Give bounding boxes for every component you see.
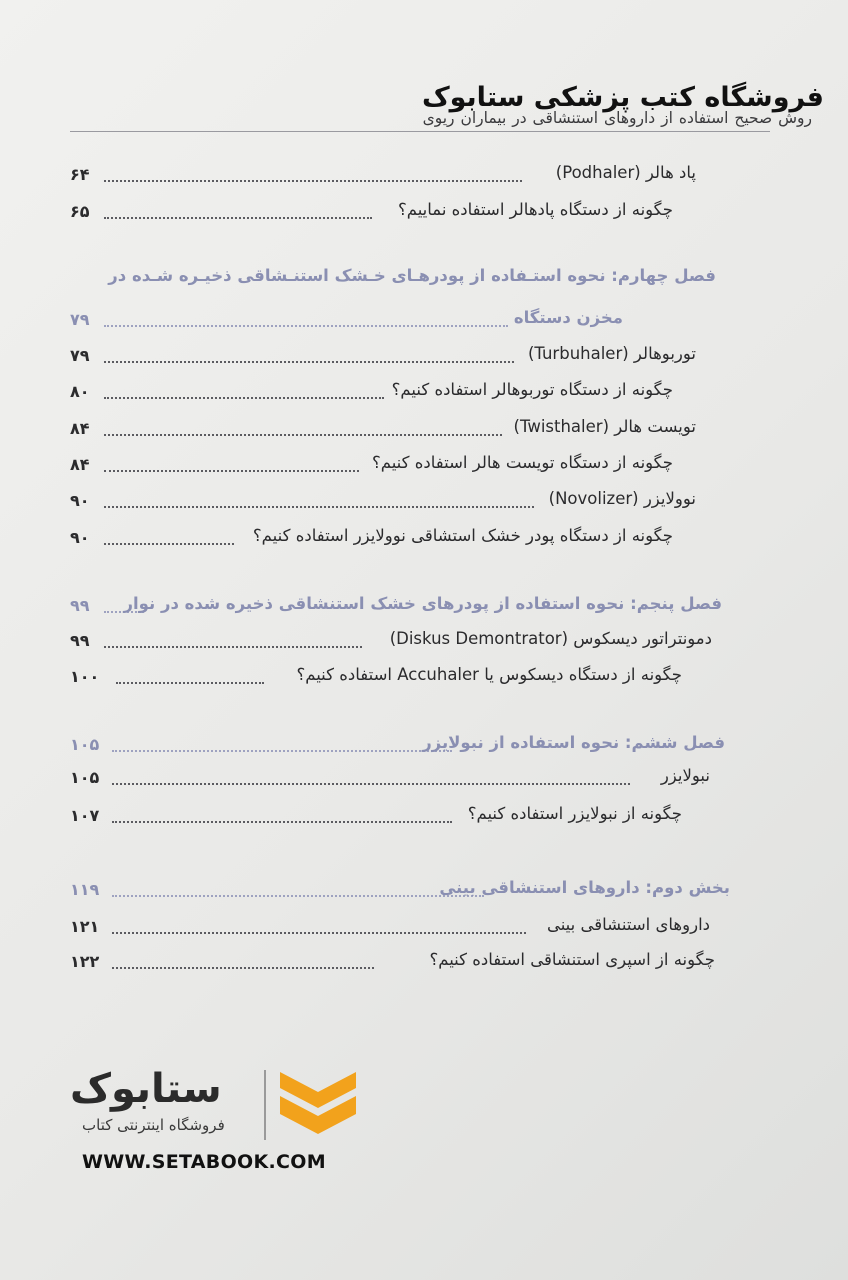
chapter-4-title: فصل چهارم: نحوه استـفاده از پودرهـای خـشک استنـشاقی ذخیـره شـده در — [108, 266, 716, 285]
toc-page-number: ۹۹ — [70, 596, 90, 615]
toc-entry-title: چگونه از دستگاه پودر خشک استشاقی نوولایزر استفاده کنیم؟ — [252, 526, 673, 545]
toc-entry-title: چگونه از نبولایزر استفاده کنیم؟ — [467, 804, 682, 823]
dot-leader — [104, 491, 534, 508]
toc-entry — [70, 806, 682, 836]
running-head: روش صحیح استفاده از داروهای استنشاقی در بیماران ریوی — [422, 109, 812, 127]
toc-page-number: ۱۰۷ — [70, 806, 100, 825]
part-2-entry — [70, 880, 730, 910]
toc-entry — [70, 768, 710, 798]
toc-entry-title: دمونتراتور دیسکوس (Diskus Demontrator) — [389, 629, 712, 648]
toc-page-number: ۱۲۲ — [70, 952, 100, 971]
book-chevron-icon — [276, 1068, 360, 1138]
toc-entry — [70, 382, 673, 412]
toc-page-number: ۱۰۰ — [70, 667, 100, 686]
setabook-logo — [70, 1062, 370, 1182]
toc-entry — [70, 346, 696, 376]
toc-page-number: ۶۴ — [70, 165, 90, 184]
toc-page-number: ۸۴ — [70, 455, 90, 474]
toc-page-number: ۱۲۱ — [70, 917, 100, 936]
toc-entry — [70, 631, 712, 661]
dot-leader — [116, 667, 264, 684]
dot-leader — [104, 202, 372, 219]
dot-leader — [104, 165, 522, 182]
dot-leader — [112, 952, 374, 969]
logo-subtitle: فروشگاه اینترنتی کتاب — [82, 1116, 225, 1134]
toc-entry-title: چگونه از دستگاه توربوهالر استفاده کنیم؟ — [391, 380, 673, 399]
toc-entry-title: داروهای استنشاقی بینی — [546, 915, 710, 934]
toc-entry-title: چگونه از دستگاه دیسکوس یا Accuhaler استفاده کنیم؟ — [296, 665, 682, 684]
dot-leader — [112, 735, 452, 752]
toc-page-number: ۷۹ — [70, 310, 90, 329]
toc-entry — [70, 419, 696, 449]
dot-leader — [112, 917, 526, 934]
toc-entry — [70, 667, 682, 697]
toc-page-number: ۶۵ — [70, 202, 90, 221]
toc-page-number: ۸۰ — [70, 382, 90, 401]
dot-leader — [112, 768, 630, 785]
chapter-6-entry — [70, 735, 725, 765]
toc-entry — [70, 528, 673, 558]
chapter-6-title: فصل ششم: نحوه استفاده از نبولایزر — [422, 733, 725, 752]
toc-entry-title: چگونه از دستگاه پادهالر استفاده نماییم؟ — [397, 200, 673, 219]
toc-entry — [70, 491, 696, 521]
toc-page-number: ۹۰ — [70, 528, 90, 547]
chapter-5-title: فصل پنجم: نحوه استفاده از پودرهای خشک استنشاقی ذخیره شده در نوار — [123, 594, 722, 613]
dot-leader — [104, 455, 359, 472]
toc-entry-title: تویست هالر (Twisthaler) — [513, 417, 696, 436]
logo-separator — [264, 1070, 266, 1140]
toc-entry-title: پاد هالر (Podhaler) — [555, 163, 696, 182]
dot-leader — [104, 310, 508, 327]
toc-page-number: ۱۰۵ — [70, 768, 100, 787]
toc-entry — [70, 455, 673, 485]
toc-entry — [70, 952, 715, 982]
logo-wordmark: ستابوک — [70, 1066, 222, 1112]
toc-page-number: ۹۹ — [70, 631, 90, 650]
toc-page-number: ۷۹ — [70, 346, 90, 365]
chapter-4-title-cont: مخزن دستگاه — [513, 308, 623, 327]
dot-leader — [104, 419, 502, 436]
toc-entry-title: نوولایزر (Novolizer) — [548, 489, 696, 508]
dot-leader — [104, 346, 514, 363]
dot-leader — [104, 631, 362, 648]
toc-entry — [70, 202, 673, 232]
toc-page-number: ۱۰۵ — [70, 735, 100, 754]
chapter-4-entry — [70, 310, 623, 340]
toc-entry-title: نبولایزر — [660, 766, 710, 785]
dot-leader — [112, 806, 452, 823]
chapter-5-entry — [70, 596, 722, 626]
toc-page-number: ۸۴ — [70, 419, 90, 438]
store-watermark-title: فروشگاه کتب پزشکی ستابوک — [421, 82, 824, 113]
dot-leader — [104, 528, 234, 545]
toc-entry-title: چگونه از اسپری استنشاقی استفاده کنیم؟ — [429, 950, 715, 969]
part-2-title: بخش دوم: داروهای استنشاقی بینی — [439, 878, 730, 897]
dot-leader — [112, 880, 484, 897]
dot-leader — [104, 382, 384, 399]
toc-entry-title: چگونه از دستگاه تویست هالر استفاده کنیم؟ — [371, 453, 673, 472]
toc-entry — [70, 917, 710, 947]
toc-entry-title: توربوهالر (Turbuhaler) — [527, 344, 696, 363]
toc-entry — [70, 165, 696, 195]
logo-url: WWW.SETABOOK.COM — [82, 1151, 326, 1173]
toc-page-number: ۱۱۹ — [70, 880, 100, 899]
toc-page-number: ۹۰ — [70, 491, 90, 510]
